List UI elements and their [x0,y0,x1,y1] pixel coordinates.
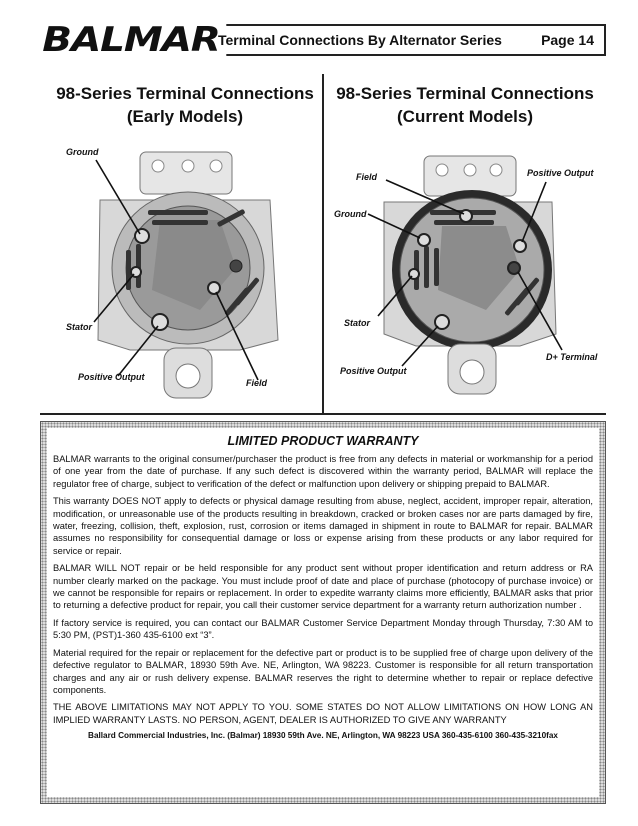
left-field-label: Field [246,378,268,388]
warranty-paragraph: If factory service is required, you can contact our BALMAR Customer Service Department Monday through Thursday, 7:30 AM to 5:30 PM, (PST)1-360 435-6100 ext “3”. [53,617,593,641]
left-stator-label: Stator [66,322,93,332]
left-diagram-title [52,82,318,128]
section-divider [40,413,606,415]
warranty-paragraph: THE ABOVE LIMITATIONS MAY NOT APPLY TO YOU. SOME STATES DO NOT ALLOW LIMITATIONS ON HOW LONG AN IMPLIED WARRANTY LASTS. NO PERSON, AGENT, DEALER IS AUTHORIZED TO GIVE ANY WARRANTY [53,702,593,725]
warranty-title: LIMITED PRODUCT WARRANTY [227,434,419,448]
warranty-paragraph: Material required for the repair or replacement for the defective part or product is to be supplied free of charge upon delivery of the defective regulator to BALMAR, 18930 59th Ave. NE, Arlington, WA 98223. Customer is responsible for all return transportation charges and any air or rush delivery expense. BALMAR reserves the right to determine whether to repair or replace defective components. [53,647,593,695]
header-title: Terminal Connections By Alternator Series [218,32,502,48]
warranty-paragraph: This warranty DOES NOT apply to defects or physical damage resulting from abuse, neglect, accident, improper repair, alteration, modification, or unreasonable use of the products resulting in breakdown, cracked or broken cases nor are parts damaged by fire, water, freezing, collision, theft, explosion, rust, corrosion or items damaged in shipment in route to BALMAR for repair. BALMAR assumes no responsibility for consequential damage or loss or expense arising from these products or any labor required for service or repair. [53,496,593,556]
warranty-paragraph: BALMAR warrants to the original consumer/purchaser the product is free from any defects in material or workmanship for a period of one year from the date of purchase. If any such defect is discovered within the warranty period, BALMAR will replace the regulator free of charge, subject to verification of the defect or malfunction upon delivery or shipping prepaid to BALMAR. [53,454,593,489]
right-d-plus-terminal-label: D+ Terminal [546,352,598,362]
right-stator-label: Stator [344,318,371,328]
right-field-label: Field [356,172,378,182]
warranty-paragraph: BALMAR WILL NOT repair or be held responsible for any product sent without proper identification and return address or RA number clearly marked on the package. You must include proof of date and place of purchase (photocopy of purchase invoice) or we cannot be responsible for repairs or replacement. In order to expedite warranty claims more efficiently, BALMAR asks that prior to returning a defective product for repair, you call their customer service department for a warranty return authorization number . [53,563,593,611]
warranty-content [47,428,599,797]
left-positive-output-label: Positive Output [78,372,145,382]
left-title-line2: (Early Models) [126,107,244,126]
right-title-line1: 98-Series Terminal Connections [336,84,594,103]
right-positive-output-bottom-label: Positive Output [340,366,407,376]
balmar-logo: BALMAR [40,16,227,64]
right-title-line2: (Current Models) [397,107,533,126]
page-header [40,20,606,60]
company-address-footer: Ballard Commercial Industries, Inc. (Balmar) 18930 59th Ave. NE, Arlington, WA 98223 USA 360-435-6100 360-435-3210fax [88,731,558,741]
left-title-line1: 98-Series Terminal Connections [56,84,314,103]
page-number: Page 14 [541,32,594,48]
right-diagram-title [330,82,600,128]
early-model-alternator-diagram [40,140,322,410]
alternator-body [98,152,278,398]
left-ground-label: Ground [66,147,99,157]
right-ground-label: Ground [334,209,367,219]
right-positive-output-label: Positive Output [527,168,594,178]
warranty-box [40,421,606,804]
